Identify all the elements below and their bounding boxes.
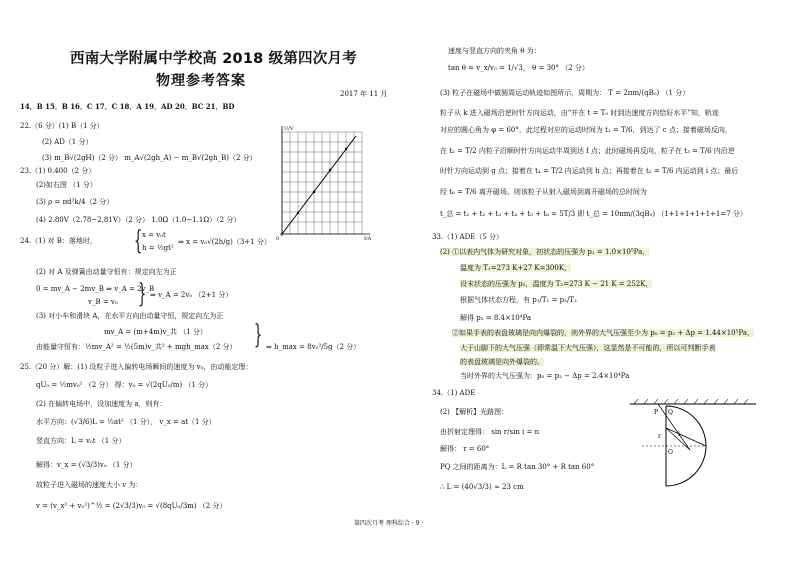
u-i-graph [268,124,378,242]
q25-motion-1: 粒子从 k 进入磁场沿逆时针方向运动，由“并在 t = T₀ 时到达速度方向恰好水平”知，轨迹 [440,109,719,117]
q24-brace2: } [138,279,147,309]
q33-solve-p2: 解得 p₂ = 8.4×10⁴Pa [460,314,532,322]
q25-energy: qU₀ = ½mv₀² （2 分） 得：v₀ = √(2qU₀/m) （1 分） [36,381,213,389]
q25-angle-intro: 速度与竖直方向的夹角 θ 为： [448,47,541,55]
ground-hatching [634,399,748,404]
q25-motion-2: 对应的圆心角为 φ = 60°，此过程对应的运动时间为 t₁ = T/6，到达了 c 点；接着磁场反向， [440,126,732,134]
q34-part1: 34.（1) ADE [432,389,476,397]
q24-part2: (2) 对 A 及弹簧由动量守恒有：规定向左为正 [36,268,177,276]
q23-part1: 23.（1) 0.400（2 分） [20,167,96,175]
fit-line [282,136,356,234]
multiple-choice-answers: 14．B 15．B 16．C 17．C 18．A 19．AD 20．BC 21．BD [20,102,235,111]
q34-distance: PQ 之间的距离为：L = R tan 30° + R tan 60° [440,463,595,471]
q22-part1: 22.（6 分）(1) B（1 分） [20,122,104,130]
label-i: i [678,431,680,438]
q33-part1: 33.（1) ADE（5 分） [432,233,503,241]
page-subtitle: 物理参考答案 [156,73,246,89]
q24-hmax-result: ⇒ h_max = 8v₀²/5g（2 分） [266,343,361,351]
q25-period: (3) 粒子在磁场中做圆周运动轨迹如图所示，周期为： T = 2πm/(qB₀) （1 分） [440,89,690,97]
q33-initial-state: (2) ①以表内气体为研究对象，初状态的压强为 p₁ = 1.0×10⁵Pa， [440,248,650,256]
q33-gas-law: 根据气体状态方程，有 p₁/T₁ = p₂/T₂ [460,296,577,304]
label-o: O [668,449,673,456]
q22-part2: (2) AD（1 分） [42,138,93,146]
q24-eq-h: h = ½gt² [142,244,174,252]
label-p: P [654,409,659,416]
q34-result: ∴ L = (40√3/3) ≈ 23 cm [440,483,524,491]
q24-brace3: } [254,320,263,350]
data-point [313,191,315,193]
q25-speed: v = (v_x² + v₀²)^½ = (2√3/3)v₀ = √(8qU₀/3m) （2 分） [36,502,227,510]
q24-vb-eq: v_B = v₀ [88,298,118,306]
q34-refraction: 由折射定理得： sin r/sin i = n [440,428,540,436]
graph-x-label: I/A [364,236,372,242]
q25-speed-intro: 故粒子进入磁场的速度大小 v 为： [36,481,143,489]
q25-motion-4: 时针方向运动到 g 点；接着在 t₄ = T/2 内运动到 h 点；再接着在 t₅ = T/6 内运动到 i 点；最后 [440,167,739,175]
q23-part4: (4) 2.80V（2.78~2.81V）（2 分） 1.0Ω（1.0~1.1Ω）（2 分） [36,216,241,224]
q24-energy-eq: 由能量守恒有：½mv_A² = ½(5m)v_共² + mgh_max（2 分） [36,343,237,351]
q34-solve-r: 解得： r = 60° [440,445,490,453]
graph-y-label: U/V [284,126,294,132]
q24-momentum-eq2: mv_A = (m+4m)v_共 （1 分） [104,328,207,336]
light-ray-3 [666,428,706,446]
q24-brace: { [134,226,143,256]
q25-tan-theta: tan θ = v_x/v₀ = 1/√3， θ = 30° （2 分） [448,64,589,72]
q24-intro: 24.（1) 对 B：落地时， [20,237,97,245]
q25-part2: (2) 在偏转电场中，设加速度为 a，则有： [36,400,167,408]
data-point [345,148,347,150]
q25-horizontal: 水平方向：(√3/6)L = ½at² （1 分）， v_x = at（1 分） [36,418,216,426]
q25-solve-vx: 解得：v_x = (√3/3)v₀ （1 分） [36,461,137,469]
q33-case-inward: ②如果手表的表盘玻璃是向内爆裂的，则外界的大气压强至少为 p₀ = p₂ + Δp = 1.44×10⁵Pa， [452,329,755,337]
q34-part2: (2) 【解析】光路图： [440,408,509,416]
q25-vertical: 竖直方向：L = v₀t （1 分） [36,437,126,445]
q24-part3: (3) 对小车和滑块 A，在水平方向由动量守恒，规定向左为正 [36,312,224,320]
q25-motion-3: 在 t₂ = T/2 内粒子沿顺时针方向运动半周到达 f 点；此时磁场再反向，粒子在 t₃ = T/6 内沿逆 [440,147,735,155]
q22-part3: (3) m_B√(2gH)（2 分） m_A√(2gh_A) − m_B√(2gh_B)（2 分） [42,154,257,162]
q25-motion-5: 经 t₆ = T/6 离开磁场。则该粒子从射入磁场到离开磁场的总时间为 [440,188,647,196]
q25-intro: 25.（20 分）解：(1) 设粒子进入偏转电场瞬间的速度为 v₀，由动能定理： [20,363,253,371]
q23-part2: (2)如右图 （1 分） [36,181,97,189]
data-point [329,169,331,171]
q24-result-x: ⇒ x = v₀√(2h/g)（3+1 分） [178,238,271,246]
q33-outside-pressure: 当时外界的大气压强为：p₀ = p₂ − Δp = 2.4×10⁴Pa [460,372,630,380]
q25-total-time: t_总 = t₁ + t₂ + t₃ + t₄ + t₅ + t₆ = 5T/3 即 t_总 = 10πm/(3qB₀) （1+1+1+1+1+1=7 分） [440,210,747,218]
data-point [297,212,299,214]
q33-final-state: 设末状态的压强为 p₂，温度为 T₂=273 K − 21 K = 252K， [460,280,653,288]
q24-momentum-eq: 0 = mv_A − 2mv_B ⇒ v_A = 2v_B [36,285,155,293]
q33-case-reason: 大于山脚下的大气压强（即常温下大气压强），这显然是不可能的，所以可判断手表 [460,344,716,352]
q24-eq-x: x = v₀t [142,231,166,239]
q24-va-result: ⇒ v_A = 2v₀ （2+1 分） [150,291,233,299]
label-r: r [658,433,661,440]
graph-origin: 0 [276,236,280,242]
q33-temp1: 温度为 T₁=273 K+27 K=300K， [460,264,572,272]
exam-date: 2017 年 11 月 [340,90,388,98]
optics-diagram [628,398,758,498]
q23-part3: (3) ρ = πd²k/4（2 分） [36,198,114,206]
page-title: 西南大学附属中学校高 2018 级第四次月考 [70,51,357,67]
label-q: Q [668,409,673,416]
page-footer: 第四次月考 理科综合 · 9 · [354,520,424,527]
q33-case-conclusion: 的表盘玻璃是向外爆裂的。 [460,358,544,366]
